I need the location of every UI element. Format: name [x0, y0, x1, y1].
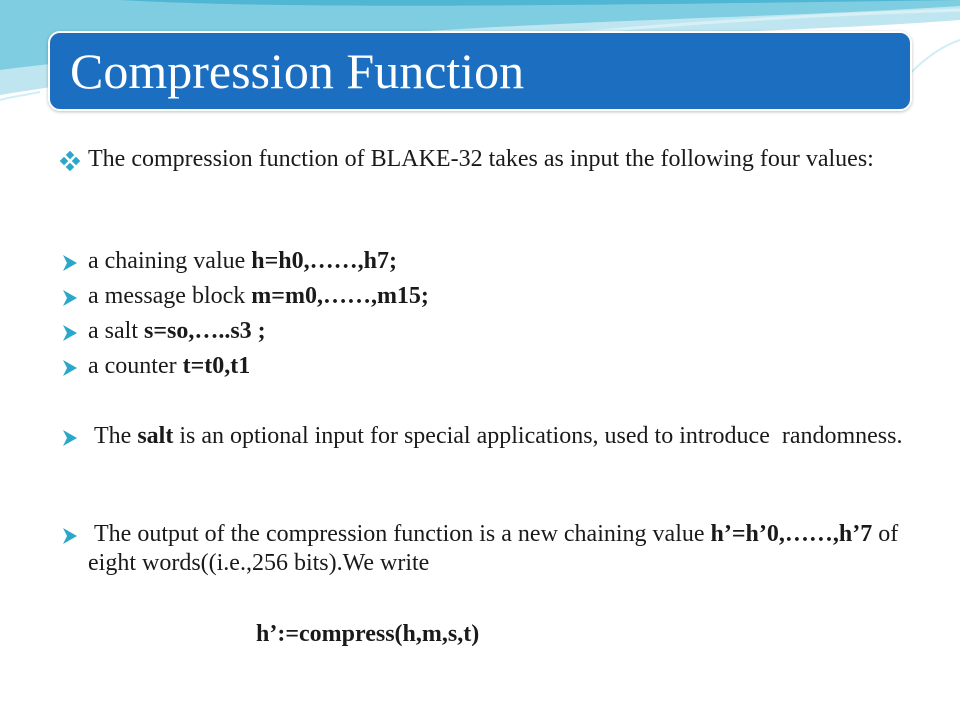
- output-note-prefix: The output of the compression function is a new chaining value: [88, 521, 711, 547]
- input-value: m=m0,……,m15;: [251, 283, 429, 309]
- output-chaining-value: h’=h’0,……,h’7: [710, 521, 873, 547]
- input-prefix: a counter: [88, 353, 183, 379]
- salt-note-prefix: The: [88, 423, 138, 449]
- salt-note-suffix: is an optional input for special applications, used to introduce randomness.: [173, 423, 903, 449]
- arrow-bullet-icon: [60, 288, 80, 308]
- arrow-bullet-icon: [60, 358, 80, 378]
- formula: [256, 620, 756, 649]
- input-prefix: a chaining value: [88, 248, 252, 274]
- input-value: t=t0,t1: [182, 353, 251, 379]
- diamond-bullet-icon: [60, 151, 80, 171]
- input-value: h=h0,……,h7;: [251, 248, 397, 274]
- arrow-bullet-icon: [60, 428, 80, 448]
- compress-formula: h’:=compress(h,m,s,t): [256, 621, 480, 647]
- input-value: s=so,…..s3 ;: [143, 318, 266, 344]
- arrow-bullet-icon: [60, 253, 80, 273]
- arrow-bullet-icon: [60, 323, 80, 343]
- title-bar: [48, 31, 912, 111]
- intro-text: The compression function of BLAKE-32 takes as input the following four values:: [88, 146, 874, 172]
- output-note-suffix: of eight words((i.e.,256 bits).We write: [88, 521, 905, 576]
- salt-keyword: salt: [137, 423, 174, 449]
- slide-title: Compression Function: [70, 43, 525, 99]
- arrow-bullet-icon: [60, 526, 80, 546]
- input-prefix: a message block: [88, 283, 252, 309]
- input-prefix: a salt: [88, 318, 144, 344]
